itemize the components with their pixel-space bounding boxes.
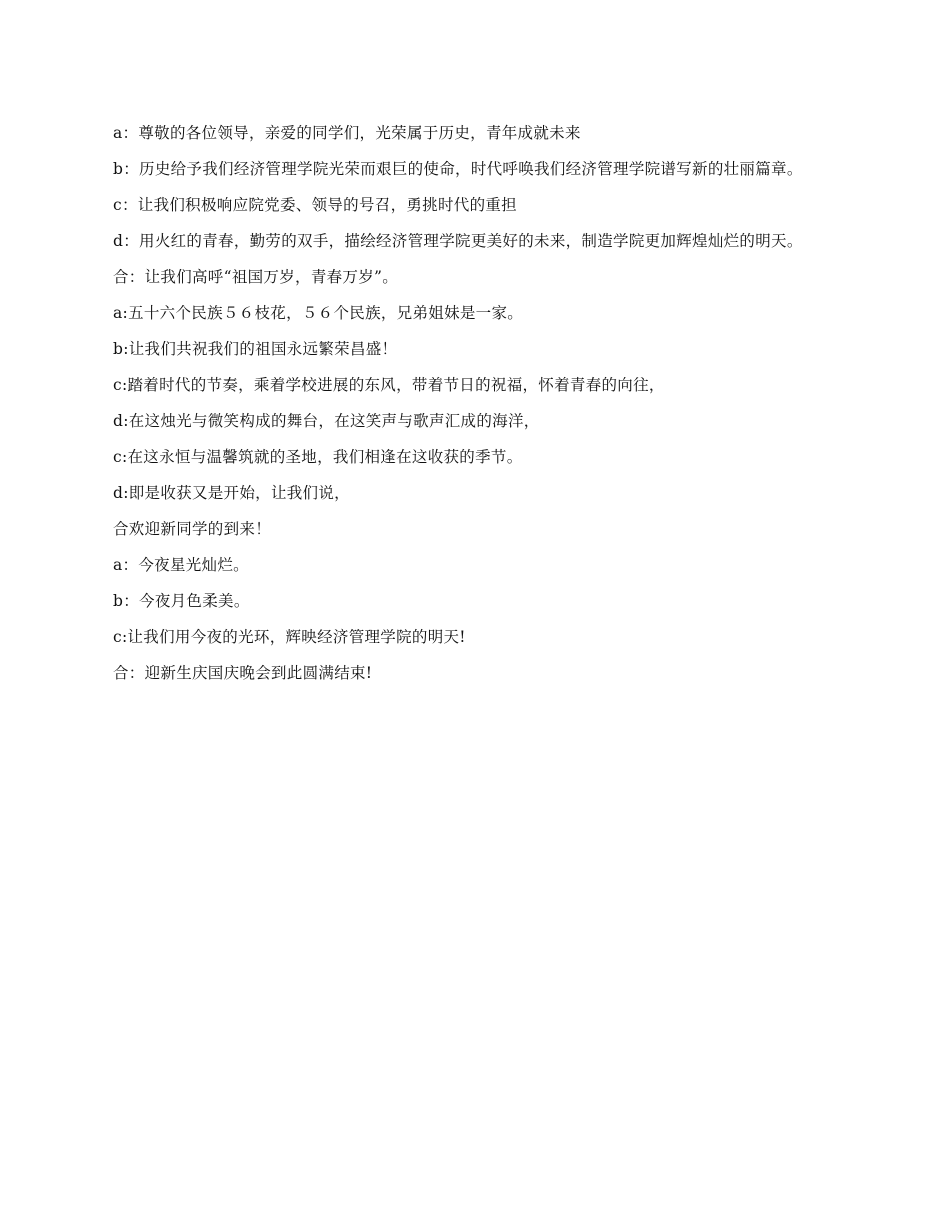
- line-a-nations: a:五十六个民族５６枝花，５６个民族，兄弟姐妹是一家。: [113, 304, 524, 322]
- line-c-rhythm: c:踏着时代的节奏，乘着学校进展的东风，带着节日的祝福，怀着青春的向往，: [113, 376, 665, 394]
- line-chorus-cheer: 合：让我们高呼“祖国万岁，青春万岁”。: [113, 268, 399, 286]
- line-c-halo: c:让我们用今夜的光环，辉映经济管理学院的明天!: [113, 628, 466, 646]
- document-body: [113, 124, 835, 700]
- line-b-moon: b：今夜月色柔美。: [113, 592, 250, 610]
- line-chorus-closing: 合：迎新生庆国庆晚会到此圆满结束!: [113, 664, 373, 682]
- line-a-stars: a：今夜星光灿烂。: [113, 556, 249, 574]
- line-b-wish: b:让我们共祝我们的祖国永远繁荣昌盛！: [113, 340, 398, 358]
- line-a-greeting: a：尊敬的各位领导，亲爱的同学们，光荣属于历史，青年成就未来: [113, 124, 581, 142]
- line-d-harvest: d:即是收获又是开始，让我们说，: [113, 484, 350, 502]
- line-c-response: c：让我们积极响应院党委、领导的号召，勇挑时代的重担: [113, 196, 517, 214]
- line-c-holyland: c:在这永恒与温馨筑就的圣地，我们相逢在这收获的季节。: [113, 448, 523, 466]
- line-chorus-welcome: 合欢迎新同学的到来！: [113, 520, 272, 538]
- line-d-stage: d:在这烛光与微笑构成的舞台，在这笑声与歌声汇成的海洋，: [113, 412, 540, 430]
- line-b-mission: b：历史给予我们经济管理学院光荣而艰巨的使命，时代呼唤我们经济管理学院谱写新的壮丽篇章。: [113, 160, 803, 178]
- line-d-future: d：用火红的青春，勤劳的双手，描绘经济管理学院更美好的未来，制造学院更加辉煌灿烂的明天。: [113, 232, 803, 250]
